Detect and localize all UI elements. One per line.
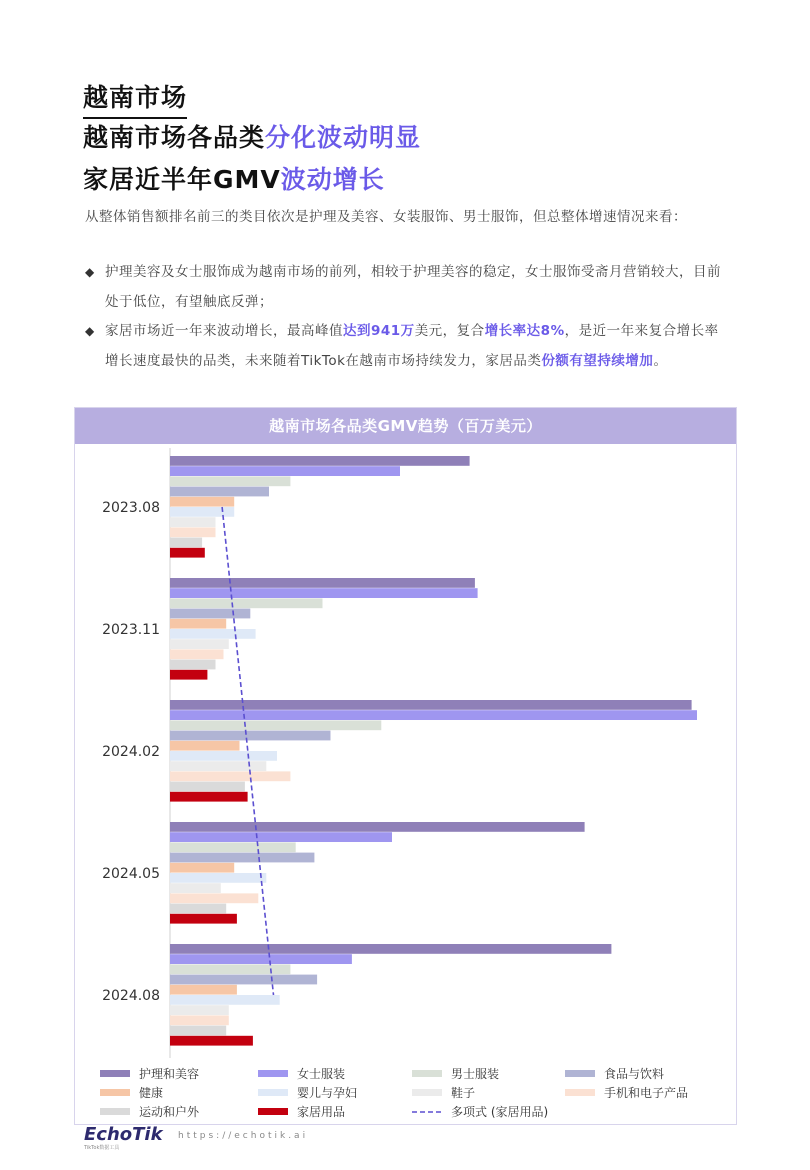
bar-运动和户外-2023.11 xyxy=(170,660,216,670)
bullet-1-marker-icon: ◆ xyxy=(85,265,95,279)
legend-label-男士服装: 男士服装 xyxy=(451,1067,500,1081)
legend-swatch-护理和美容 xyxy=(100,1070,130,1077)
legend-label-家居用品: 家居用品 xyxy=(297,1105,346,1119)
bar-婴儿与孕妇-2024.02 xyxy=(170,751,277,761)
legend-label-护理和美容: 护理和美容 xyxy=(139,1067,200,1081)
bullet-2-text-part: 美元，复合 xyxy=(414,323,485,339)
legend-label-手机和电子产品: 手机和电子产品 xyxy=(604,1086,689,1100)
legend-label-食品与饮料: 食品与饮料 xyxy=(604,1067,665,1081)
category-label: 2023.11 xyxy=(102,622,160,638)
bar-手机和电子产品-2024.08 xyxy=(170,1015,229,1025)
bar-家居用品-2023.08 xyxy=(170,548,205,558)
bar-男士服装-2024.02 xyxy=(170,720,381,730)
bullet-2-marker-icon: ◆ xyxy=(85,324,95,338)
bar-家居用品-2024.08 xyxy=(170,1036,253,1046)
bar-鞋子-2024.08 xyxy=(170,1005,229,1015)
echotik-logo-subtitle: TikTok数据工具 xyxy=(84,1145,120,1151)
legend-swatch-运动和户外 xyxy=(100,1108,130,1115)
bar-男士服装-2024.05 xyxy=(170,842,296,852)
bar-护理和美容-2024.05 xyxy=(170,822,585,832)
bar-婴儿与孕妇-2023.08 xyxy=(170,507,234,517)
legend-label-运动和户外: 运动和户外 xyxy=(139,1105,200,1119)
chart-svg xyxy=(75,408,736,1124)
legend-label-trendline: 多项式 (家居用品) xyxy=(451,1105,549,1119)
bar-鞋子-2024.02 xyxy=(170,761,266,771)
intro-paragraph: 从整体销售额排名前三的类目依次是护理及美容、女装服饰、男士服饰，但总整体增速情况来看： xyxy=(85,209,687,225)
category-label: 2023.08 xyxy=(102,500,160,516)
headline-2-prefix: 家居近半年GMV xyxy=(83,165,281,194)
bar-鞋子-2024.05 xyxy=(170,883,221,893)
headline-2 xyxy=(83,160,385,196)
legend-label-健康: 健康 xyxy=(139,1086,164,1100)
chart-title: 越南市场各品类GMV趋势（百万美元） xyxy=(75,408,736,444)
bullet-2-emphasis-share: 份额有望持续增加 xyxy=(541,353,654,369)
bar-护理和美容-2023.11 xyxy=(170,578,475,588)
legend-label-女士服装: 女士服装 xyxy=(297,1067,346,1081)
category-label: 2024.02 xyxy=(102,744,160,760)
legend-swatch-家居用品 xyxy=(258,1108,288,1115)
bar-手机和电子产品-2023.08 xyxy=(170,527,216,537)
bar-健康-2023.08 xyxy=(170,497,234,507)
bar-运动和户外-2023.08 xyxy=(170,538,202,548)
legend-swatch-女士服装 xyxy=(258,1070,288,1077)
bar-运动和户外-2024.05 xyxy=(170,904,226,914)
bar-食品与饮料-2023.11 xyxy=(170,609,250,619)
bar-护理和美容-2024.02 xyxy=(170,700,692,710)
bar-护理和美容-2024.08 xyxy=(170,944,611,954)
echotik-logo: EchoTik xyxy=(84,1124,163,1145)
bullet-1 xyxy=(85,257,725,317)
legend-label-婴儿与孕妇: 婴儿与孕妇 xyxy=(297,1086,358,1100)
bullet-2-emphasis-peak: 达到941万 xyxy=(343,323,415,339)
bullet-2-text-part: ，是近一年来复合增长率增长速度最快的品类，未来随着TikTok在越南市场持续发力，家居品类 xyxy=(105,323,719,369)
category-label: 2024.05 xyxy=(102,866,160,882)
bar-女士服装-2024.02 xyxy=(170,710,697,720)
bar-运动和户外-2024.02 xyxy=(170,782,245,792)
headline-2-highlight: 波动增长 xyxy=(280,165,385,194)
bar-女士服装-2023.11 xyxy=(170,588,478,598)
headline-1-highlight: 分化波动明显 xyxy=(265,123,422,152)
bar-鞋子-2023.08 xyxy=(170,517,216,527)
bar-护理和美容-2023.08 xyxy=(170,456,470,466)
bar-食品与饮料-2024.02 xyxy=(170,731,331,741)
bar-女士服装-2024.05 xyxy=(170,832,392,842)
bar-男士服装-2023.08 xyxy=(170,476,290,486)
legend-swatch-男士服装 xyxy=(412,1070,442,1077)
bar-手机和电子产品-2023.11 xyxy=(170,649,224,659)
category-label: 2024.08 xyxy=(102,988,160,1004)
legend-swatch-手机和电子产品 xyxy=(565,1089,595,1096)
bar-家居用品-2023.11 xyxy=(170,670,207,680)
legend-label-鞋子: 鞋子 xyxy=(451,1086,476,1100)
bullet-2-text-part: 家居市场近一年来波动增长，最高峰值 xyxy=(105,323,343,339)
bar-手机和电子产品-2024.02 xyxy=(170,771,290,781)
bar-女士服装-2024.08 xyxy=(170,954,352,964)
legend-swatch-食品与饮料 xyxy=(565,1070,595,1077)
bar-婴儿与孕妇-2023.11 xyxy=(170,629,256,639)
bar-健康-2024.05 xyxy=(170,863,234,873)
bar-婴儿与孕妇-2024.08 xyxy=(170,995,280,1005)
bar-食品与饮料-2023.08 xyxy=(170,487,269,497)
bar-男士服装-2023.11 xyxy=(170,598,323,608)
bar-手机和电子产品-2024.05 xyxy=(170,893,258,903)
bar-婴儿与孕妇-2024.05 xyxy=(170,873,266,883)
legend-swatch-健康 xyxy=(100,1089,130,1096)
bar-家居用品-2024.02 xyxy=(170,792,248,802)
bullet-1-text: 护理美容及女士服饰成为越南市场的前列，相较于护理美容的稳定，女士服饰受斋月营销较大，目前处于低位，有望触底反弹； xyxy=(105,264,721,310)
legend-swatch-婴儿与孕妇 xyxy=(258,1089,288,1096)
bar-健康-2024.02 xyxy=(170,741,240,751)
bar-男士服装-2024.08 xyxy=(170,964,290,974)
headline-1 xyxy=(83,118,421,154)
footer-url[interactable]: https://echotik.ai xyxy=(178,1131,309,1141)
bullet-2-text xyxy=(85,316,725,376)
bar-鞋子-2023.11 xyxy=(170,639,229,649)
section-tag: 越南市场 xyxy=(83,78,187,119)
bullet-2 xyxy=(85,316,725,376)
headline-1-prefix: 越南市场各品类 xyxy=(83,123,266,152)
bar-健康-2023.11 xyxy=(170,619,226,629)
bar-健康-2024.08 xyxy=(170,985,237,995)
bar-女士服装-2023.08 xyxy=(170,466,400,476)
bar-家居用品-2024.05 xyxy=(170,914,237,924)
bar-食品与饮料-2024.05 xyxy=(170,853,314,863)
chart-container xyxy=(74,407,737,1125)
bullet-2-text-part: 。 xyxy=(653,353,668,369)
bar-食品与饮料-2024.08 xyxy=(170,975,317,985)
legend-swatch-鞋子 xyxy=(412,1089,442,1096)
bullet-2-emphasis-growth: 增长率达8% xyxy=(484,323,565,339)
bar-运动和户外-2024.08 xyxy=(170,1026,226,1036)
